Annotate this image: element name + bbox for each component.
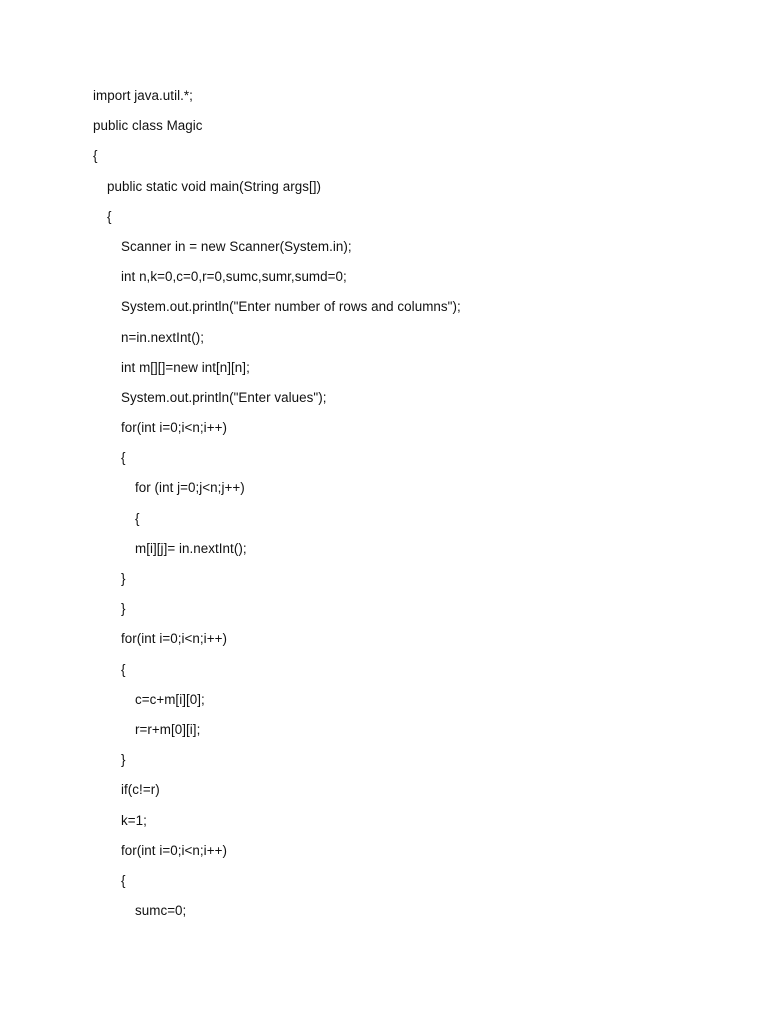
code-line: Scanner in = new Scanner(System.in); [121,238,352,254]
code-line: int n,k=0,c=0,r=0,sumc,sumr,sumd=0; [121,269,347,285]
code-line: public class Magic [93,118,203,134]
code-line: if(c!=r) [121,782,160,798]
code-line: for(int i=0;i<n;i++) [121,631,227,647]
code-line: System.out.println("Enter values"); [121,389,327,405]
code-line: { [107,208,112,224]
code-line: } [121,752,126,768]
code-line: int m[][]=new int[n][n]; [121,359,250,375]
code-line: import java.util.*; [93,88,193,103]
code-listing [93,86,461,931]
code-line: m[i][j]= in.nextInt(); [135,540,247,556]
code-line: { [121,872,126,888]
code-line: } [121,571,126,586]
code-line: { [121,450,126,466]
code-line: n=in.nextInt(); [121,329,204,345]
code-line: r=r+m[0][i]; [135,721,201,737]
code-line: System.out.println("Enter number of rows and columns"); [121,299,461,315]
code-line: { [121,661,126,677]
code-line: public static void main(String args[]) [107,178,321,194]
code-line: for (int j=0;j<n;j++) [135,480,245,496]
code-line: { [93,148,98,164]
code-line: for(int i=0;i<n;i++) [121,420,227,436]
code-line: } [121,601,126,617]
code-line: sumc=0; [135,903,187,919]
code-line: { [135,510,140,526]
code-line: for(int i=0;i<n;i++) [121,842,227,858]
code-line: k=1; [121,812,147,828]
code-line: c=c+m[i][0]; [135,691,205,707]
